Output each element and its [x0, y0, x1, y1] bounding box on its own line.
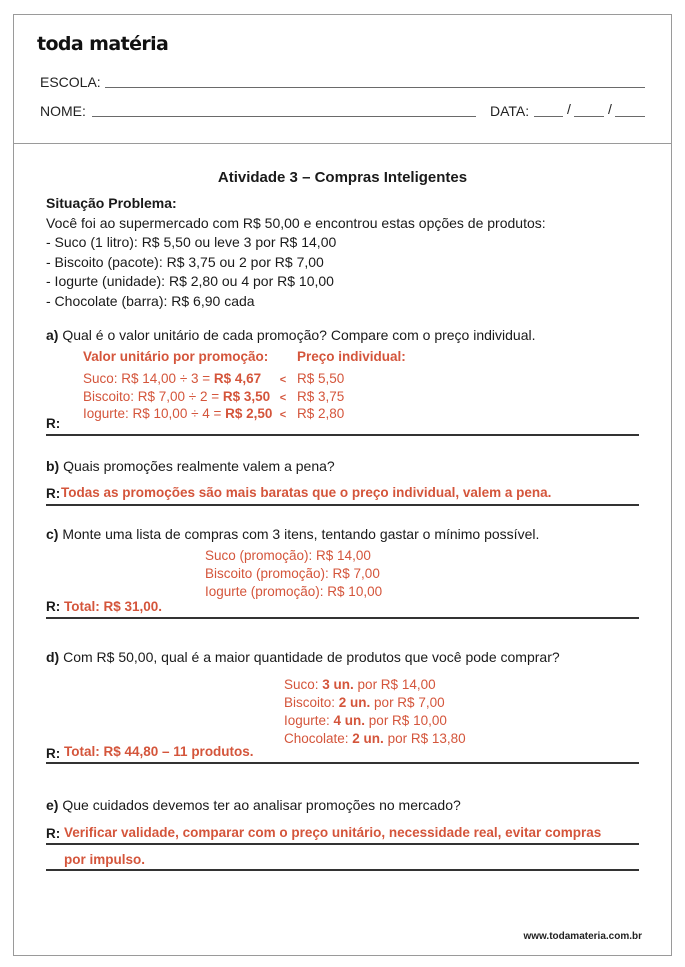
answer-line[interactable]: [46, 843, 639, 845]
answer-line[interactable]: [46, 504, 639, 506]
question-letter: e): [46, 797, 59, 813]
col-header-promo: Valor unitário por promoção:: [83, 349, 269, 364]
col-header-individual: Preço individual:: [297, 349, 406, 364]
question-letter: d): [46, 649, 60, 665]
escola-label: ESCOLA:: [40, 74, 101, 90]
question-c: [46, 526, 539, 542]
list-item: Biscoito: 2 un. por R$ 7,00: [284, 695, 445, 710]
situation-intro: Você foi ao supermercado com R$ 50,00 e encontrou estas opções de produtos:: [46, 214, 546, 231]
answer-text: Total: R$ 31,00.: [64, 599, 163, 614]
data-label: DATA:: [490, 103, 530, 119]
situation-item: - Suco (1 litro): R$ 5,50 ou leve 3 por R$ 14,00: [46, 234, 337, 250]
list-item: Iogurte: 4 un. por R$ 10,00: [284, 713, 447, 728]
unit-price-row: [83, 405, 272, 423]
result: R$ 2,50: [225, 406, 273, 421]
answer-label: R:: [46, 416, 61, 431]
answer-text-continued: por impulso.: [64, 852, 145, 867]
date-month-field[interactable]: [574, 116, 604, 117]
escola-field[interactable]: [105, 87, 645, 88]
list-item: Biscoito (promoção): R$ 7,00: [205, 566, 380, 581]
answer-line[interactable]: [46, 617, 639, 619]
question-text: Monte uma lista de compras com 3 itens, tentando gastar o mínimo possível.: [62, 526, 540, 542]
answer-label: R:: [46, 746, 61, 761]
question-letter: b): [46, 458, 60, 474]
answer-line[interactable]: [46, 869, 639, 871]
calc: Iogurte: R$ 10,00 ÷ 4 =: [83, 406, 226, 421]
question-text: Qual é o valor unitário de cada promoção? Compare com o preço individual.: [62, 327, 536, 343]
situation-heading: Situação Problema:: [46, 195, 177, 211]
question-b: [46, 458, 335, 474]
question-letter: c): [46, 526, 59, 542]
calc: Suco: R$ 14,00 ÷ 3 =: [83, 371, 214, 386]
situation-item: - Iogurte (unidade): R$ 2,80 ou 4 por R$ 10,00: [46, 273, 334, 289]
answer-label: R:: [46, 486, 61, 501]
logo: toda matéria: [37, 33, 169, 55]
question-letter: a): [46, 327, 59, 343]
list-item: Suco (promoção): R$ 14,00: [205, 548, 371, 563]
result: R$ 3,50: [222, 389, 271, 404]
activity-title: Atividade 3 – Compras Inteligentes: [217, 169, 468, 186]
date-separator: /: [567, 101, 571, 117]
individual-price: R$ 3,75: [297, 389, 345, 404]
compare-sign: <: [279, 409, 287, 421]
date-year-field[interactable]: [615, 116, 645, 117]
compare-sign: <: [279, 392, 287, 404]
individual-price: R$ 2,80: [297, 406, 345, 421]
result: R$ 4,67: [213, 371, 262, 386]
situation-block: [46, 194, 546, 311]
footer-url[interactable]: www.todamateria.com.br: [523, 931, 642, 942]
list-item: Suco: 3 un. por R$ 14,00: [284, 677, 436, 692]
answer-label: R:: [46, 599, 61, 614]
compare-sign: <: [279, 374, 287, 386]
calc: Biscoito: R$ 7,00 ÷ 2 =: [83, 389, 223, 404]
list-item: Iogurte (promoção): R$ 10,00: [205, 584, 383, 599]
unit-price-row: [83, 388, 270, 406]
unit-price-row: [83, 370, 261, 388]
question-text: Quais promoções realmente valem a pena?: [63, 458, 335, 474]
header-divider: [13, 143, 672, 144]
question-text: Que cuidados devemos ter ao analisar promoções no mercado?: [62, 797, 461, 813]
answer-text: Todas as promoções são mais baratas que o preço individual, valem a pena.: [61, 485, 552, 500]
answer-line[interactable]: [46, 762, 639, 764]
max-products-list: [284, 676, 466, 748]
situation-item: - Chocolate (barra): R$ 6,90 cada: [46, 292, 255, 309]
date-day-field[interactable]: [534, 116, 563, 117]
nome-label: NOME:: [40, 103, 86, 119]
question-a: [46, 327, 536, 343]
answer-text: Total: R$ 44,80 – 11 produtos.: [64, 744, 254, 759]
question-d: [46, 649, 560, 665]
list-item: Chocolate: 2 un. por R$ 13,80: [284, 731, 466, 746]
situation-item: - Biscoito (pacote): R$ 3,75 ou 2 por R$ 7,00: [46, 253, 324, 270]
answer-line[interactable]: [46, 434, 639, 436]
individual-price: R$ 5,50: [297, 371, 345, 386]
date-separator: /: [608, 101, 612, 117]
answer-text: Verificar validade, comparar com o preço unitário, necessidade real, evitar compras: [64, 825, 602, 840]
shopping-list: [205, 547, 382, 601]
answer-label: R:: [46, 826, 61, 841]
nome-field[interactable]: [92, 116, 476, 117]
question-e: [46, 797, 461, 813]
question-text: Com R$ 50,00, qual é a maior quantidade de produtos que você pode comprar?: [63, 649, 560, 665]
